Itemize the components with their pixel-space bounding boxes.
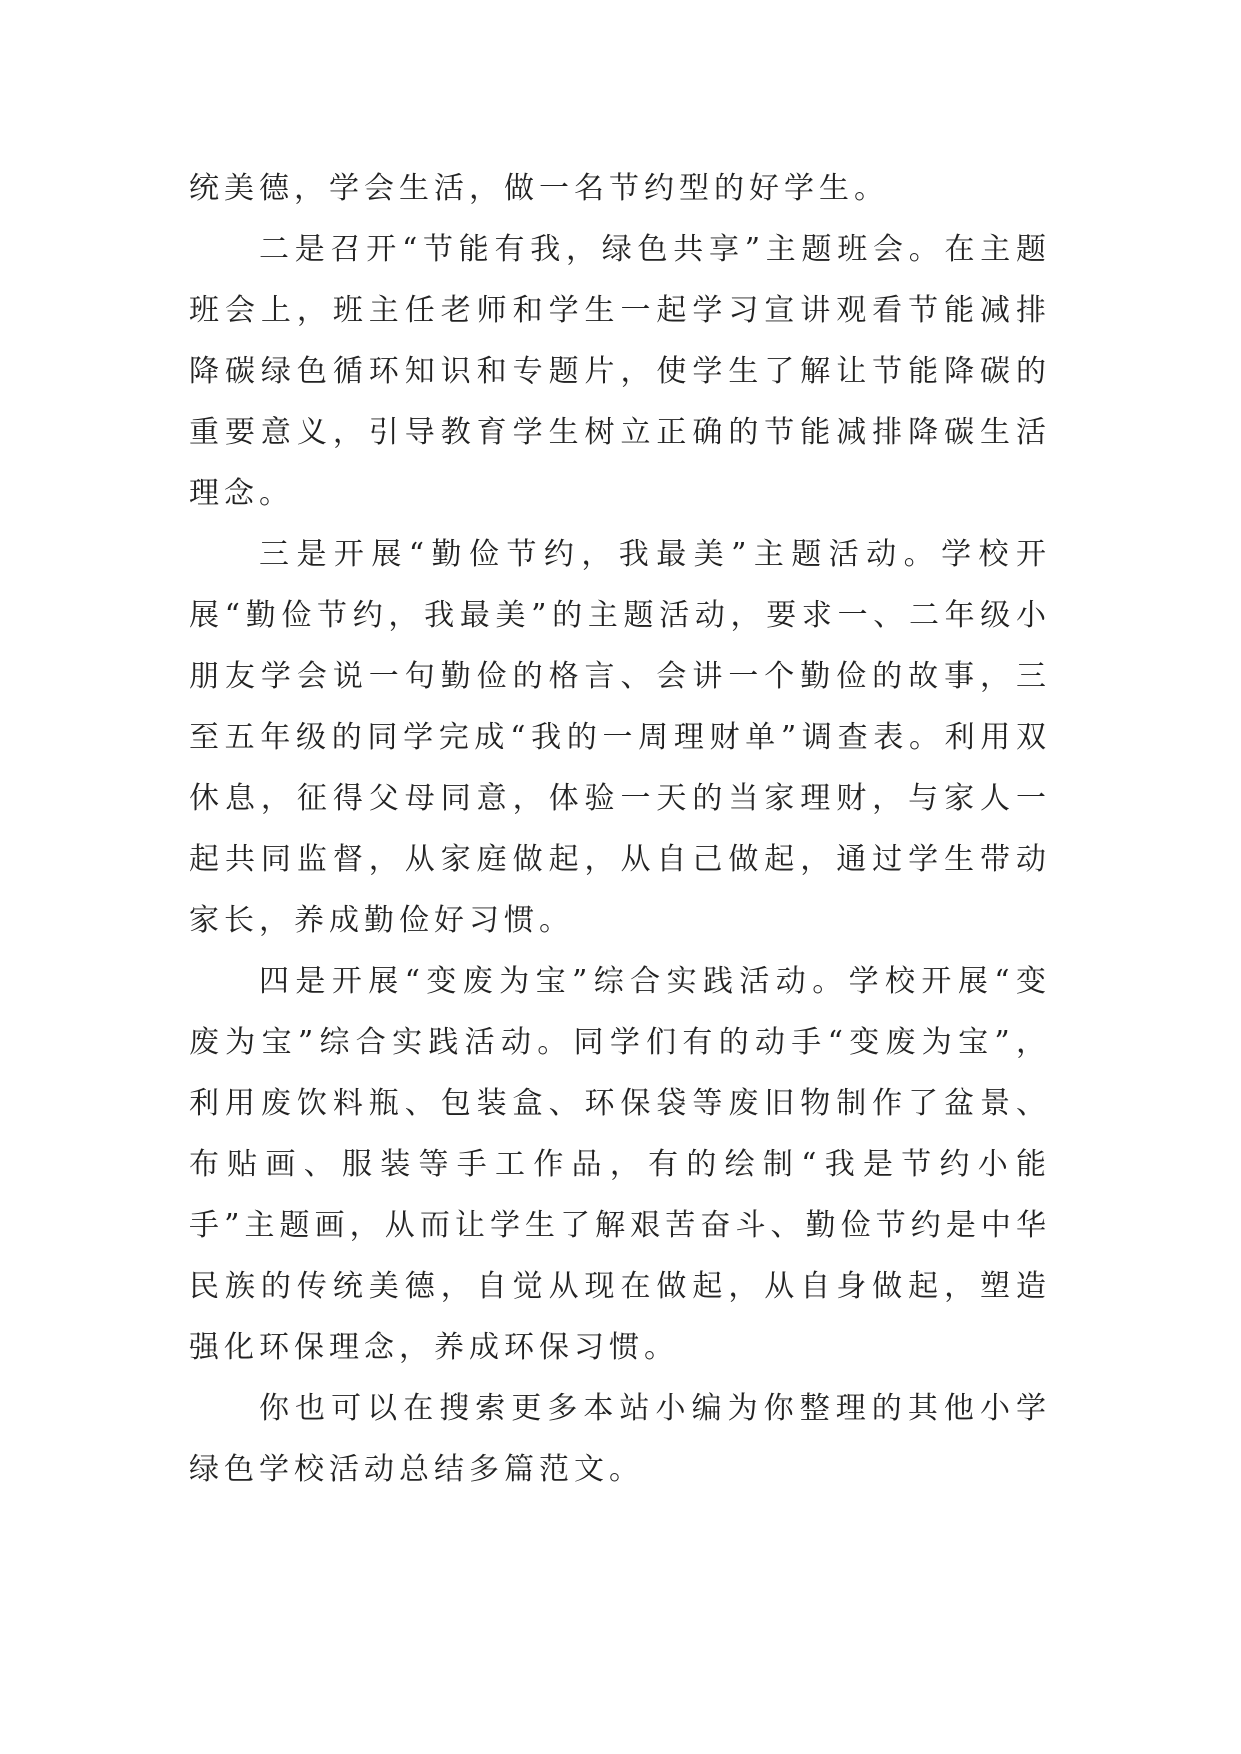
paragraph-theme-class-meeting: 二是召开“节能有我，绿色共享”主题班会。在主题班会上，班主任老师和学生一起学习宣讲观看节能减排降碳绿色循环知识和专题片，使学生了解让节能降碳的重要意义，引导教育学生树立正确的节能减排降碳生活理念。 [189, 232, 1051, 511]
document-body [189, 158, 1051, 1500]
paragraph-continuation: 统美德，学会生活，做一名节约型的好学生。 [189, 171, 889, 206]
paragraph-closing-note: 你也可以在搜索更多本站小编为你整理的其他小学绿色学校活动总结多篇范文。 [189, 1391, 1051, 1487]
paragraph-thrift-activity: 三是开展“勤俭节约，我最美”主题活动。学校开展“勤俭节约，我最美”的主题活动，要求一、二年级小朋友学会说一句勤俭的格言、会讲一个勤俭的故事，三至五年级的同学完成“我的一周理财单”调查表。利用双休息，征得父母同意，体验一天的当家理财，与家人一起共同监督，从家庭做起，从自己做起，通过学生带动家长，养成勤俭好习惯。 [189, 537, 1051, 938]
paragraph-recycling-activity: 四是开展“变废为宝”综合实践活动。学校开展“变废为宝”综合实践活动。同学们有的动手“变废为宝”，利用废饮料瓶、包装盒、环保袋等废旧物制作了盆景、布贴画、服装等手工作品，有的绘制“我是节约小能手”主题画，从而让学生了解艰苦奋斗、勤俭节约是中华民族的传统美德，自觉从现在做起，从自身做起，塑造强化环保理念，养成环保习惯。 [189, 964, 1051, 1365]
